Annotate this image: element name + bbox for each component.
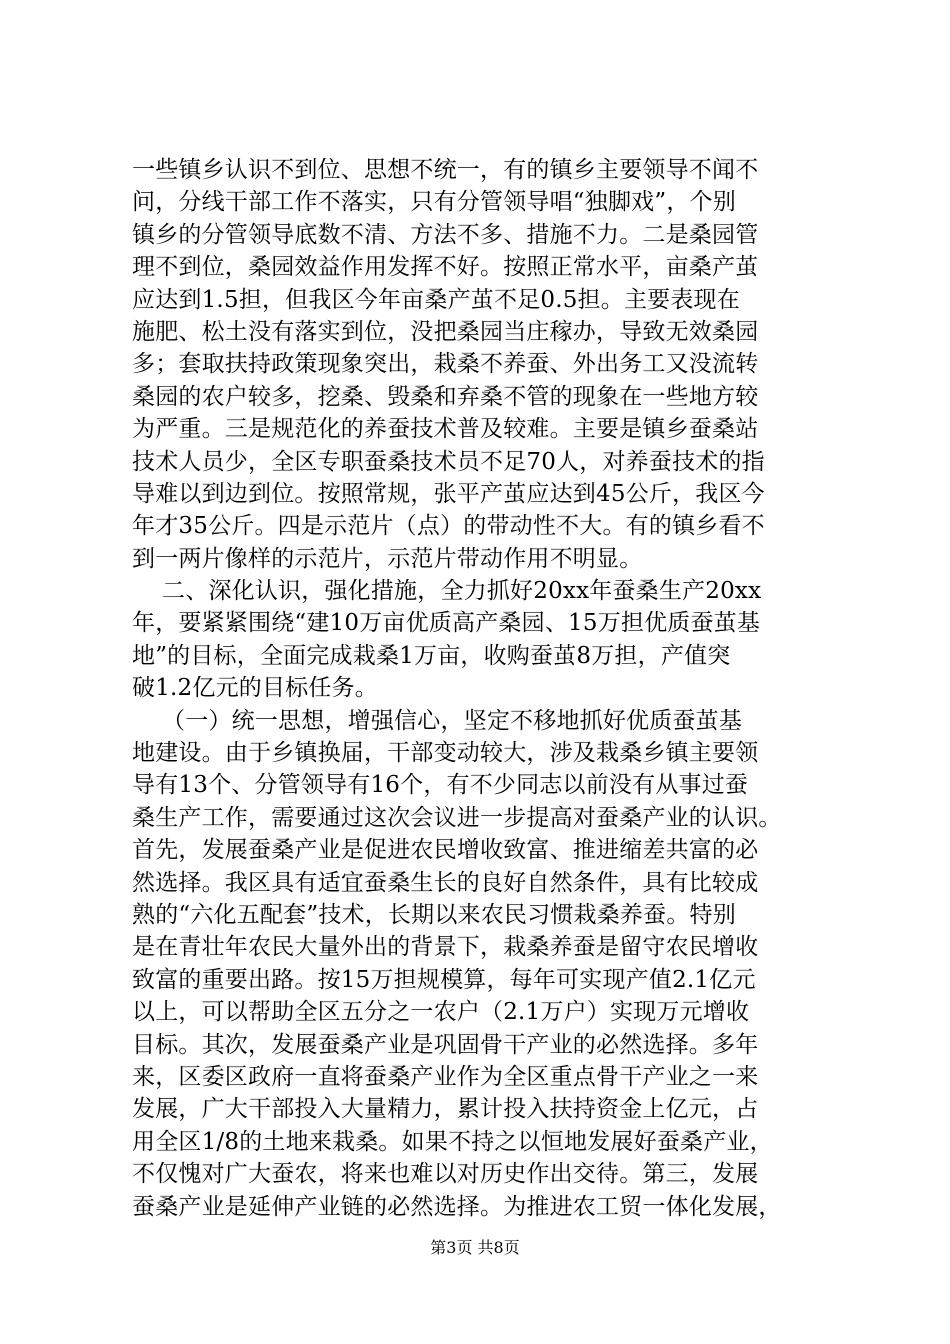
text-line: 地”的目标，全面完成栽桑1万亩，收购蚕茧8万担，产值突 [132,642,731,669]
document-body [132,154,838,1223]
text-line: 年，要紧紧围绕“建10万亩优质高产桑园、15万担优质蚕茧基 [132,610,761,637]
text-line: 不仅愧对广大蚕农，将来也难以对历史作出交待。第三，发展 [132,1161,759,1188]
text-line: 熟的“六化五配套”技术，长期以来农民习惯栽桑养蚕。特别 [132,901,736,928]
text-line: 导难以到边到位。按照常规，张平产茧应达到45公斤，我区今 [132,480,765,507]
text-line: 桑园的农户较多，挖桑、毁桑和弃桑不管的现象在一些地方较 [132,383,759,410]
text-line: 导有13个、分管领导有16个，有不少同志以前没有从事过蚕 [132,772,749,799]
text-line: 以上，可以帮助全区五分之一农户（2.1万户）实现万元增收 [132,999,750,1026]
text-line: 发展，广大干部投入大量精力，累计投入扶持资金上亿元，占 [132,1096,759,1123]
text-line: 年才35公斤。四是示范片（点）的带动性不大。有的镇乡看不 [132,513,765,540]
text-line: 首先，发展蚕桑产业是促进农民增收致富、推进缩差共富的必 [132,837,759,864]
text-line: 到一两片像样的示范片，示范片带动作用不明显。 [132,545,643,572]
text-line: 为严重。三是规范化的养蚕技术普及较难。主要是镇乡蚕桑站 [132,416,759,443]
text-line: 地建设。由于乡镇换届，干部变动较大，涉及栽桑乡镇主要领 [132,740,759,767]
page-number: 第3页 共8页 [430,1238,520,1257]
text-line: 多；套取扶持政策现象突出，栽桑不养蚕、外出务工又没流转 [132,351,759,378]
text-line: 用全区1/8的土地来栽桑。如果不持之以恒地发展好蚕桑产业， [132,1128,773,1155]
text-line: 二、深化认识，强化措施，全力抓好20xx年蚕桑生产20xx [132,578,762,605]
text-line: 理不到位，桑园效益作用发挥不好。按照正常水平，亩桑产茧 [132,254,759,281]
text-line: 镇乡的分管领导底数不清、方法不多、措施不力。二是桑园管 [132,221,759,248]
text-line: （一）统一思想，增强信心，坚定不移地抓好优质蚕茧基 [132,707,743,734]
text-line: 破1.2亿元的目标任务。 [132,675,378,702]
text-line: 是在青壮年农民大量外出的背景下，栽桑养蚕是留守农民增收 [132,934,759,961]
text-line: 应达到1.5担，但我区今年亩桑产茧不足0.5担。主要表现在 [132,286,740,313]
text-line: 蚕桑产业是延伸产业链的必然选择。为推进农工贸一体化发展， [132,1193,782,1220]
text-line: 问，分线干部工作不落实，只有分管领导唱“独脚戏”，个别 [132,189,736,216]
text-line: 桑生产工作，需要通过这次会议进一步提高对蚕桑产业的认识。 [132,804,782,831]
text-line: 目标。其次，发展蚕桑产业是巩固骨干产业的必然选择。多年 [132,1031,759,1058]
text-line: 施肥、松土没有落实到位，没把桑园当庄稼办，导致无效桑园 [132,318,759,345]
text-line: 一些镇乡认识不到位、思想不统一，有的镇乡主要领导不闻不 [132,157,759,183]
text-line: 然选择。我区具有适宜蚕桑生长的良好自然条件，具有比较成 [132,869,759,896]
text-line: 来，区委区政府一直将蚕桑产业作为全区重点骨干产业之一来 [132,1063,759,1090]
text-line: 致富的重要出路。按15万担规模算，每年可实现产值2.1亿元 [132,966,756,993]
text-line: 技术人员少，全区专职蚕桑技术员不足70人，对养蚕技术的指 [132,448,765,475]
